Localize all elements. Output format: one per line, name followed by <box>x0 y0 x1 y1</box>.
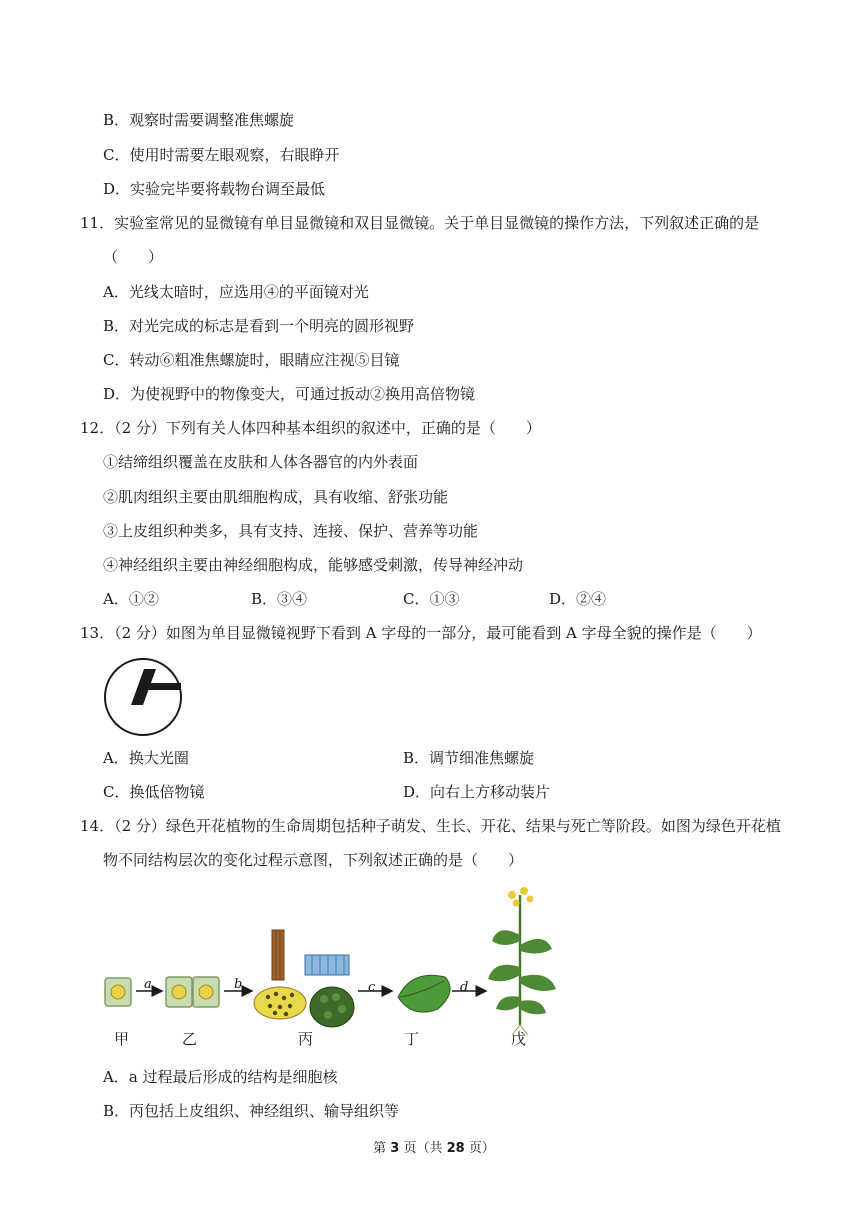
single-cell-icon <box>105 978 131 1006</box>
stage-label-bing: 丙 <box>298 1030 314 1048</box>
q14-option-b: B．丙包括上皮组织、神经组织、输导组织等 <box>103 1102 400 1120</box>
q11-option-b: B．对光完成的标志是看到一个明亮的圆形视野 <box>103 317 415 335</box>
q12-option-b: B．③④ <box>251 590 308 608</box>
q12-option-a: A．①② <box>103 590 159 608</box>
q13-option-c: C．换低倍物镜 <box>103 783 205 801</box>
stage-label-ding: 丁 <box>404 1030 420 1048</box>
arrow-label-c: c <box>368 980 376 995</box>
q11-option-c: C．转动⑥粗准焦螺旋时，眼睛应注视⑤目镜 <box>103 351 400 369</box>
q13-option-b: B．调节细准焦螺旋 <box>403 749 535 767</box>
leaf-organ-icon <box>398 975 450 1012</box>
q14-stem-line1: 14．（2 分）绿色开花植物的生命周期包括种子萌发、生长、开花、结果与死亡等阶段。如图为绿色开花植 <box>80 817 781 835</box>
plant-structure-diagram <box>100 885 570 1035</box>
footer-total-pages: 28 <box>446 1141 465 1156</box>
two-cells-icon <box>166 977 219 1007</box>
stage-label-jia: 甲 <box>114 1030 130 1048</box>
arrow-label-b: b <box>234 977 243 992</box>
q14-stem-line2: 物不同结构层次的变化过程示意图，下列叙述正确的是（ ） <box>103 851 524 869</box>
footer-middle: 页（共 <box>399 1141 447 1156</box>
arrow-label-d: d <box>460 980 469 995</box>
q12-statement-3: ③上皮组织种类多，具有支持、连接、保护、营养等功能 <box>103 522 479 540</box>
stage-label-yi: 乙 <box>182 1030 198 1048</box>
q12-option-d: D．②④ <box>549 590 607 608</box>
q10-option-b: B．观察时需要调整准焦螺旋 <box>103 111 295 129</box>
q11-stem: 11．实验室常见的显微镜有单目显微镜和双目显微镜。关于单目显微镜的操作方法，下列叙述正确的是 <box>80 214 760 232</box>
q13-stem: 13．（2 分）如图为单目显微镜视野下看到 A 字母的一部分，最可能看到 A 字母全貌的操作是（ ） <box>80 624 762 642</box>
q11-option-d: D．为使视野中的物像变大，可通过扳动②换用高倍物镜 <box>103 385 476 403</box>
q11-option-a: A．光线太暗时，应选用④的平面镜对光 <box>103 283 369 301</box>
q13-option-d: D．向右上方移动装片 <box>403 783 551 801</box>
q10-option-c: C．使用时需要左眼观察，右眼睁开 <box>103 146 340 164</box>
microscope-field-figure <box>103 657 183 737</box>
q10-option-d: D．实验完毕要将载物台调至最低 <box>103 180 326 198</box>
stage-label-wu: 戊 <box>511 1030 527 1048</box>
q13-option-a: A．换大光圈 <box>103 749 189 767</box>
q12-statement-2: ②肌肉组织主要由肌细胞构成，具有收缩、舒张功能 <box>103 488 449 506</box>
tissues-icon <box>254 930 354 1027</box>
footer-suffix: 页） <box>464 1141 495 1156</box>
arrow-label-a: a <box>144 977 152 992</box>
footer-page-number: 3 <box>390 1141 400 1156</box>
q14-option-a: A．a 过程最后形成的结构是细胞核 <box>103 1068 338 1086</box>
q12-statement-1: ①结缔组织覆盖在皮肤和人体各器官的内外表面 <box>103 453 419 471</box>
q12-stem: 12．（2 分）下列有关人体四种基本组织的叙述中，正确的是（ ） <box>80 419 541 437</box>
q12-statement-4: ④神经组织主要由神经细胞构成，能够感受刺激，传导神经冲动 <box>103 556 524 574</box>
letter-a-crossbar <box>147 683 181 690</box>
footer-prefix: 第 <box>373 1141 391 1156</box>
page-footer <box>0 1137 868 1156</box>
whole-plant-icon <box>488 887 556 1035</box>
q11-answer-blank: （ ） <box>103 248 164 266</box>
q12-option-c: C．①③ <box>403 590 460 608</box>
